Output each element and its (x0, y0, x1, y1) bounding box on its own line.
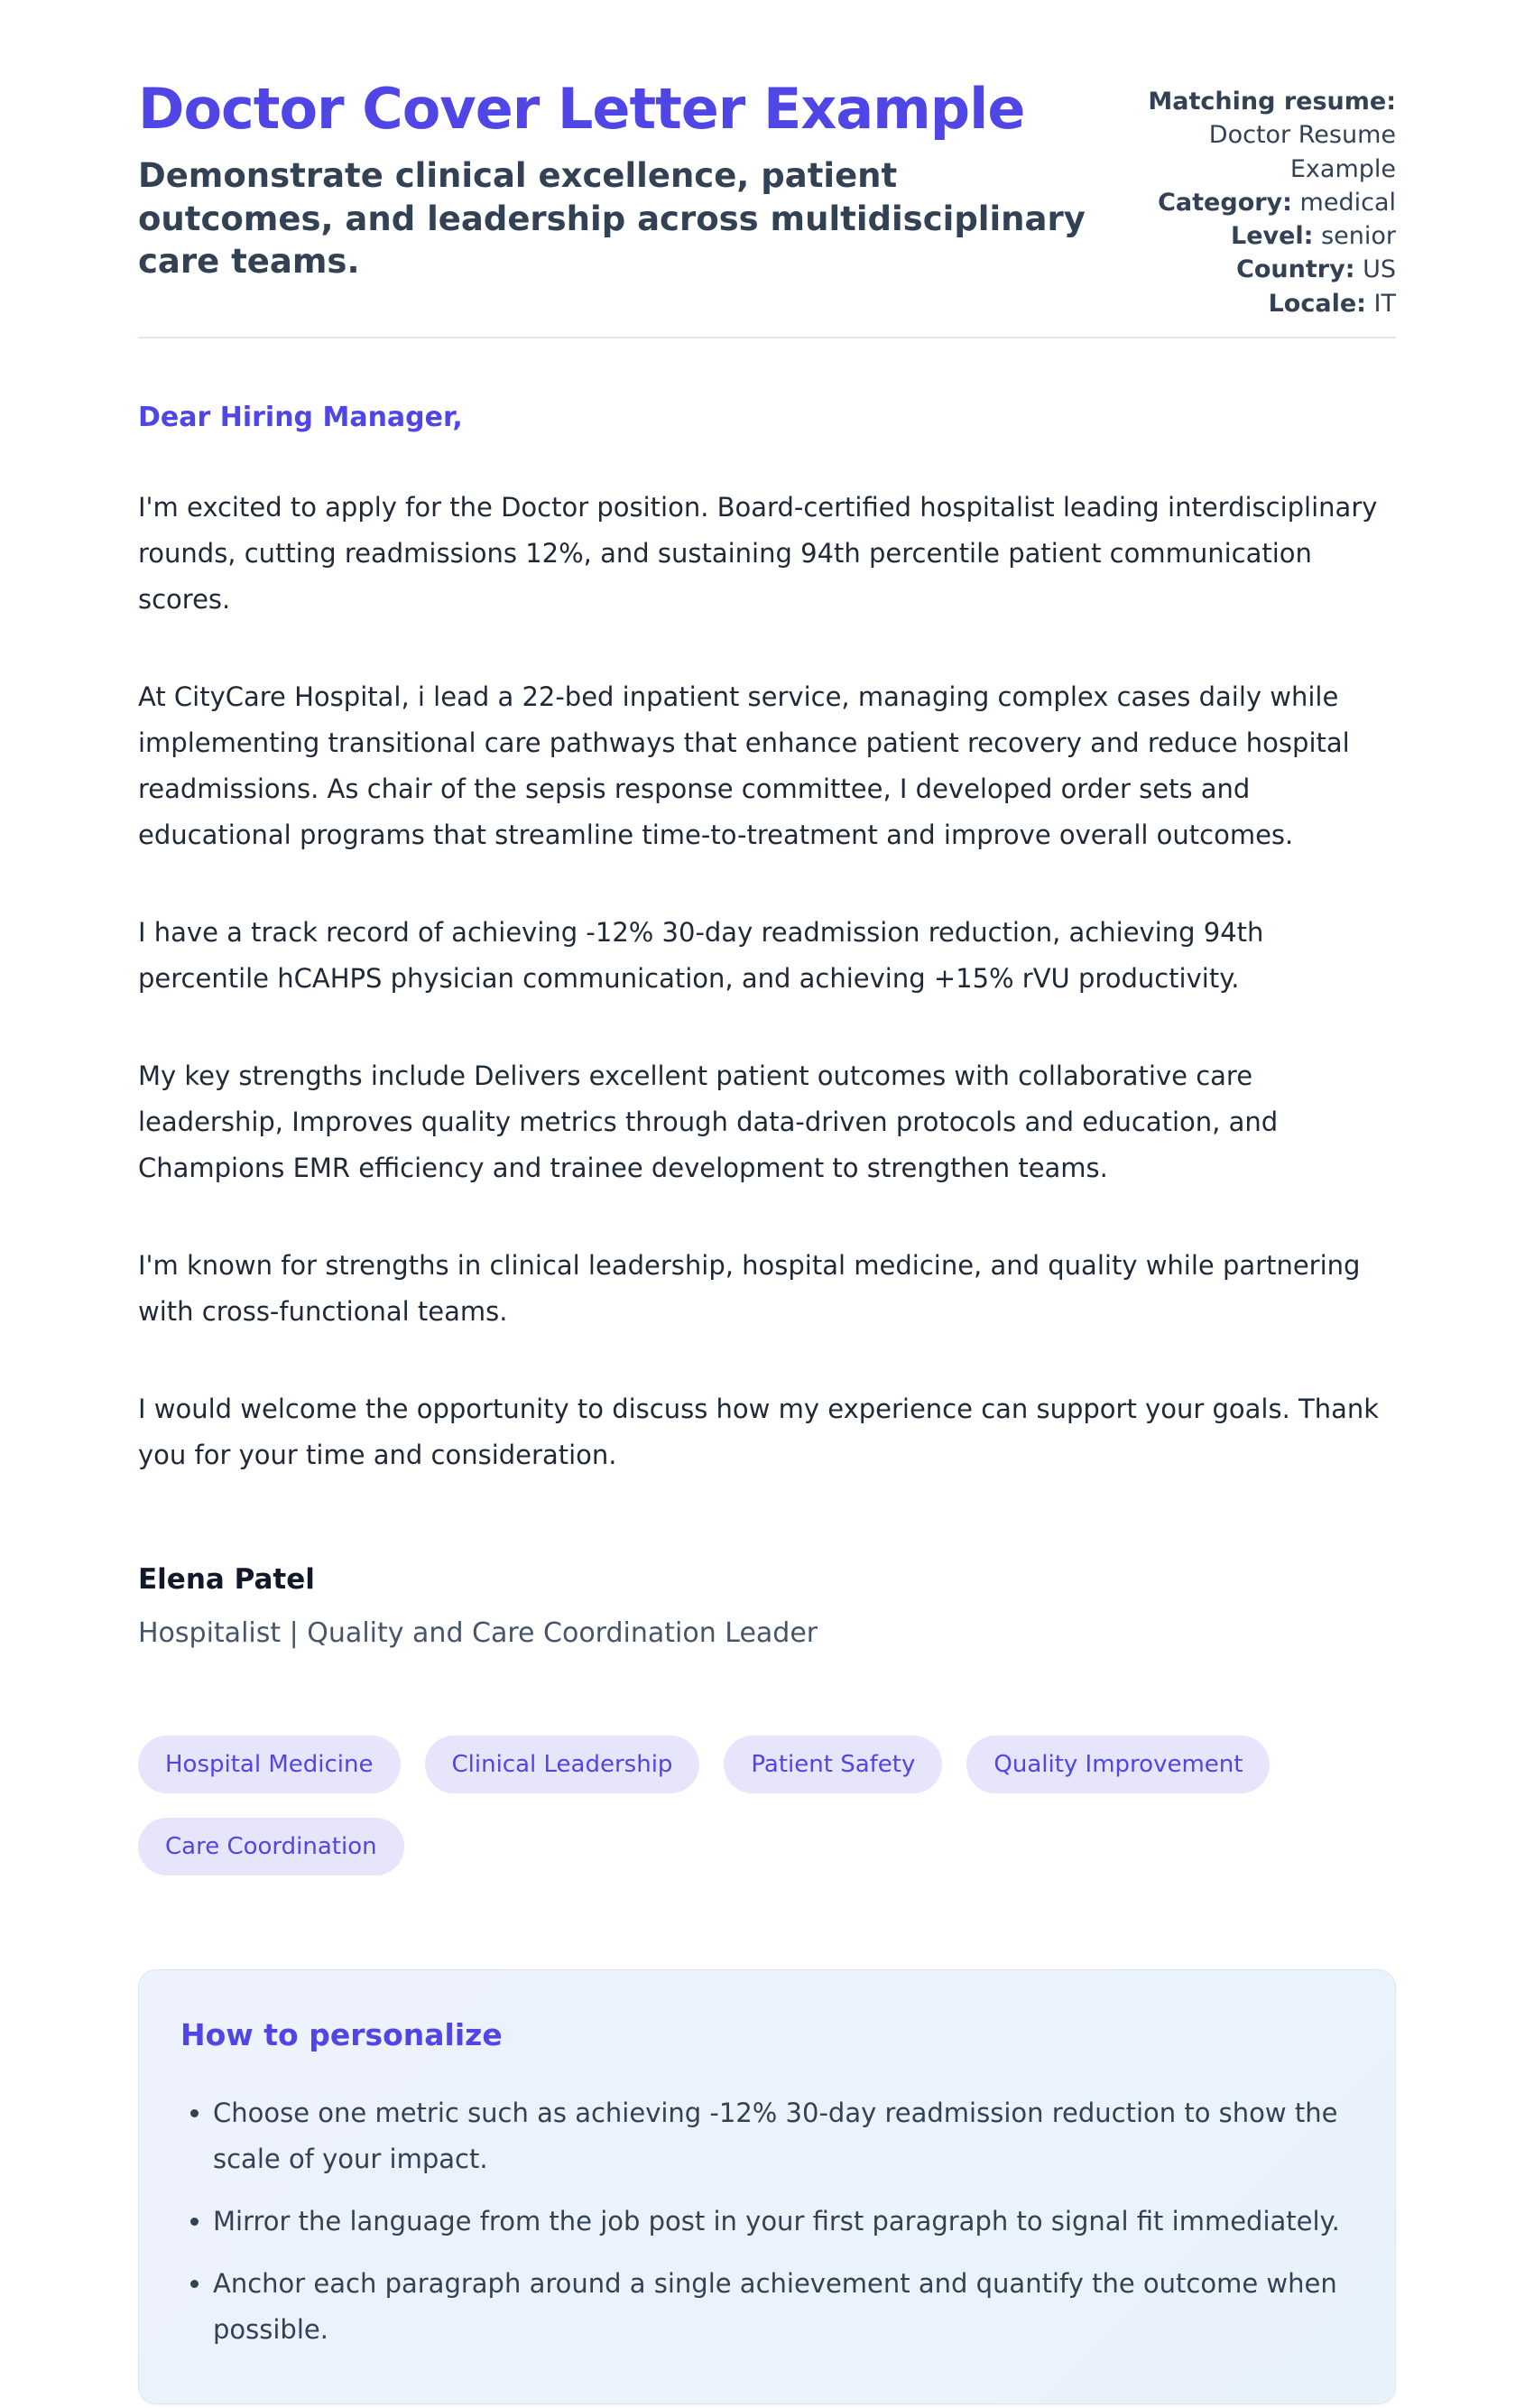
cover-letter-body (138, 402, 1396, 1649)
tip-item: • Choose one metric such as achieving -12% 30-day readmission reduction to show the scale of your impact. (213, 2090, 1354, 2182)
meta-level-label: Level: (1231, 222, 1314, 250)
tip-item: • Mirror the language from the job post in your first paragraph to signal fit immediately. (213, 2199, 1354, 2245)
signature-name: Elena Patel (138, 1562, 315, 1596)
meta-country (1125, 253, 1396, 286)
resume-meta (1125, 78, 1396, 320)
how-to-personalize-box (138, 1969, 1396, 2404)
tag-pill-quality-improvement[interactable]: Quality Improvement (966, 1736, 1270, 1793)
letter-paragraph: I'm known for strengths in clinical leadership, hospital medicine, and quality while partnering with cross-functional teams. (138, 1249, 1361, 1327)
tips-list (180, 2090, 1354, 2353)
header (138, 78, 1396, 320)
tag-pill-clinical-leadership[interactable]: Clinical Leadership (425, 1736, 700, 1793)
letter-paragraph: I would welcome the opportunity to discuss how my experience can support your goals. Thank you for your time and consideration. (138, 1393, 1380, 1470)
tips-heading: How to personalize (180, 2016, 503, 2052)
letter-paragraph: I'm excited to apply for the Doctor position. Board-certified hospitalist leading interdisciplinary rounds, cutting readmissions 12%, and sustaining 94th percentile patient communication scores. (138, 491, 1378, 615)
tag-pill-patient-safety[interactable]: Patient Safety (724, 1736, 942, 1793)
tag-list (138, 1736, 1396, 1875)
meta-level-value: senior (1321, 222, 1396, 250)
page-subtitle: Demonstrate clinical excellence, patient outcomes, and leadership across multidisciplinary care teams. (138, 156, 1086, 282)
meta-country-label: Country: (1236, 255, 1355, 284)
meta-locale-label: Locale: (1268, 289, 1366, 318)
meta-matching-resume (1125, 85, 1396, 186)
meta-category (1125, 186, 1396, 219)
tip-item: • Anchor each paragraph around a single achievement and quantify the outcome when possible. (213, 2261, 1354, 2353)
letter-paragraph: At CityCare Hospital, i lead a 22-bed inpatient service, managing complex cases daily while implementing transitional care pathways that enhance patient recovery and reduce hospital readmissions. As chair of the sepsis response committee, I developed order sets and educational programs that streamline time-to-treatment and improve overall outcomes. (138, 681, 1350, 850)
meta-locale (1125, 287, 1396, 320)
meta-matching-resume-value: Doctor Resume Example (1208, 121, 1396, 183)
meta-locale-value: IT (1373, 289, 1396, 318)
meta-level (1125, 219, 1396, 253)
signature-title: Hospitalist | Quality and Care Coordination Leader (138, 1616, 818, 1649)
tag-pill-care-coordination[interactable]: Care Coordination (138, 1818, 404, 1875)
header-divider (138, 337, 1396, 338)
tag-pill-hospital-medicine[interactable]: Hospital Medicine (138, 1736, 401, 1793)
letter-paragraph: My key strengths include Delivers excellent patient outcomes with collaborative care leadership, Improves quality metrics through data-driven protocols and education, and Champions EMR efficiency and trainee development to strengthen teams. (138, 1060, 1279, 1183)
meta-category-label: Category: (1158, 188, 1292, 217)
letter-greeting: Dear Hiring Manager, (138, 401, 463, 433)
meta-country-value: US (1363, 255, 1396, 284)
meta-category-value: medical (1299, 188, 1396, 217)
header-title-block (138, 78, 1095, 283)
letter-paragraph: I have a track record of achieving -12% 30-day readmission reduction, achieving 94th percentile hCAHPS physician communication, and achieving +15% rVU productivity. (138, 916, 1264, 994)
meta-matching-resume-label: Matching resume: (1148, 88, 1396, 116)
page-title: Doctor Cover Letter Example (138, 76, 1025, 142)
